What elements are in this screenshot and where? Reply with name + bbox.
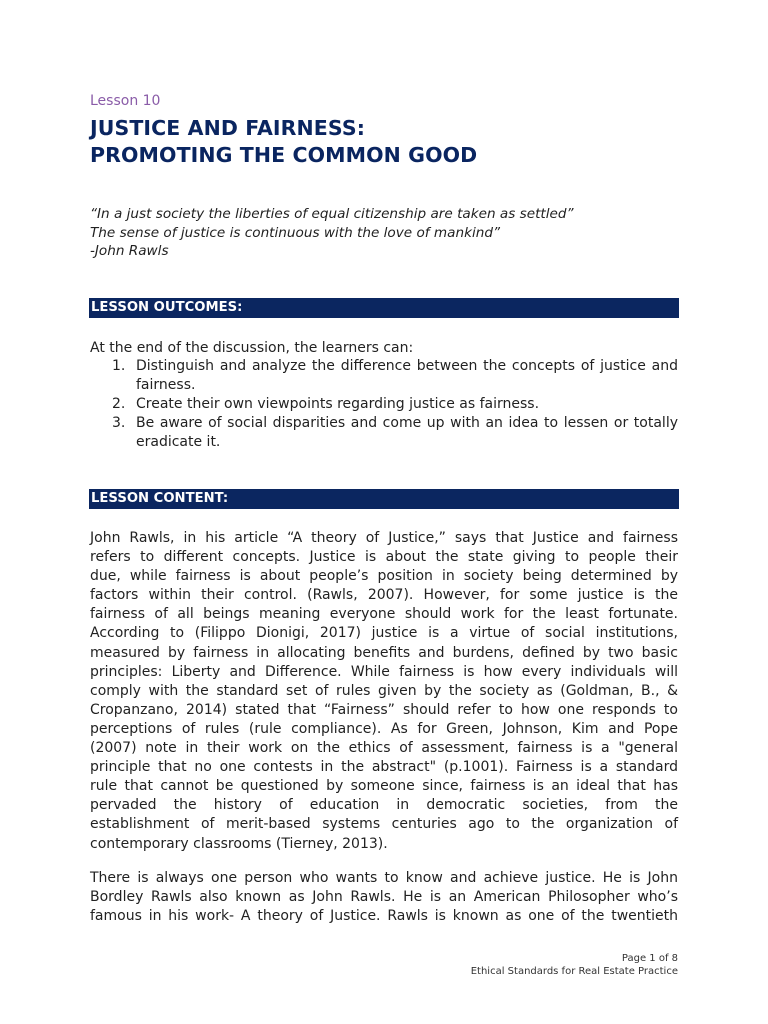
- paragraph-line: comply with the standard set of rules given by the society as (Goldman, B., &: [90, 682, 678, 699]
- paragraph-line: contemporary classrooms (Tierney, 2013).: [90, 835, 388, 852]
- outcome-item: [90, 414, 678, 452]
- quote-attribution: -John Rawls: [90, 243, 169, 259]
- outcome-item: [90, 395, 678, 414]
- outcomes-intro: At the end of the discussion, the learners can:: [90, 340, 414, 356]
- paragraph-line: famous in his work- A theory of Justice. Rawls is known as one of the twentieth: [90, 908, 678, 925]
- outcome-number: 2.: [112, 396, 126, 412]
- paragraph-line: There is always one person who wants to know and achieve justice. He is John: [90, 870, 678, 886]
- paragraph-line: (2007) note in their work on the ethics of assessment, fairness is a "general: [90, 740, 678, 757]
- outcome-text: Create their own viewpoints regarding justice as fairness.: [136, 396, 540, 412]
- outcome-text: Distinguish and analyze the difference between the concepts of justice and fairness.: [136, 358, 678, 393]
- content-paragraph-2: [90, 869, 678, 926]
- paragraph-line: John Rawls, in his article “A theory of Justice,” says that Justice and fairness: [90, 530, 678, 546]
- paragraph-line: According to (Filippo Dionigi, 2017) justice is a virtue of social institutions,: [90, 625, 678, 642]
- paragraph-line: fairness of all beings meaning everyone should work for the least fortunate.: [90, 606, 678, 623]
- paragraph-line: rule that cannot be questioned by someone since, fairness is an ideal that has: [90, 778, 678, 795]
- paragraph-line: perceptions of rules (rule compliance). As for Green, Johnson, Kim and Pope: [90, 720, 678, 737]
- lesson-content-heading: LESSON CONTENT:: [89, 489, 679, 509]
- outcome-item: [90, 357, 678, 395]
- outcomes-list: [90, 357, 678, 452]
- lesson-outcomes-heading: LESSON OUTCOMES:: [89, 298, 679, 318]
- lesson-title-line-1: JUSTICE AND FAIRNESS:: [90, 116, 366, 140]
- paragraph-line: factors within their control. (Rawls, 2007). However, for some justice is the: [90, 587, 678, 604]
- paragraph-line: measured by fairness in allocating benefits and burdens, defined by two basic: [90, 644, 678, 661]
- outcome-text: Be aware of social disparities and come up with an idea to lessen or totally eradicate it.: [136, 415, 678, 450]
- lesson-title: [90, 115, 477, 169]
- lesson-number: Lesson 10: [90, 93, 161, 109]
- paragraph-line: Cropanzano, 2014) stated that “Fairness” should refer to how one responds to: [90, 701, 678, 718]
- paragraph-line: Bordley Rawls also known as John Rawls. He is an American Philosopher who’s: [90, 889, 678, 906]
- course-name: Ethical Standards for Real Estate Practice: [470, 966, 678, 977]
- outcome-number: 1.: [112, 358, 126, 374]
- paragraph-line: pervaded the history of education in democratic societies, from the: [90, 797, 678, 814]
- quote-line-1: “In a just society the liberties of equal citizenship are taken as settled”: [90, 206, 574, 222]
- epigraph-quote: [90, 205, 574, 261]
- content-paragraph-1: [90, 529, 678, 854]
- page-footer: [471, 952, 678, 978]
- paragraph-line: refers to different concepts. Justice is about the state giving to people their: [90, 549, 678, 566]
- outcome-number: 3.: [112, 415, 126, 431]
- quote-line-2: The sense of justice is continuous with the love of mankind”: [90, 224, 501, 241]
- paragraph-line: principles: Liberty and Difference. While fairness is how every individuals will: [90, 663, 678, 680]
- page-number: Page 1 of 8: [621, 953, 678, 964]
- paragraph-line: due, while fairness is about people’s position in society being determined by: [90, 568, 678, 585]
- lesson-title-line-2: PROMOTING THE COMMON GOOD: [90, 143, 478, 167]
- paragraph-line: establishment of merit-based systems centuries ago to the organization of: [90, 816, 678, 833]
- paragraph-line: principle that no one contests in the abstract" (p.1001). Fairness is a standard: [90, 759, 678, 776]
